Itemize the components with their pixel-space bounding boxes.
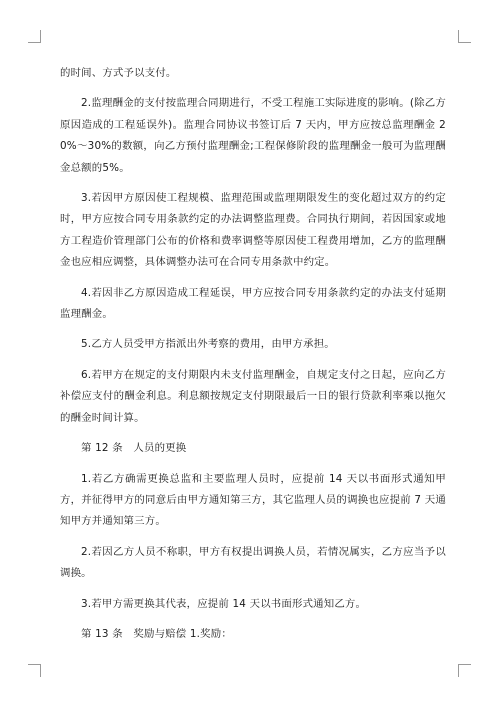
paragraph-continuation: 的时间、方式予以支付。 bbox=[60, 67, 177, 79]
paragraph-fee-adjustment: 3.若因甲方原因使工程规模、监理范围或监理期限发生的变化超过双方的约定时，甲方应按合同专用条款约定的办法调整监理费。合同执行期间，若因国家或地方工程造价管理部门公布的价格和费率调整等原因使工程费用增加，乙方的监理酬金也应相应调整，具体调整办法可在合同专用条款中约定。 bbox=[60, 192, 446, 269]
crop-mark-top-right bbox=[458, 30, 471, 43]
crop-mark-bottom-right bbox=[458, 664, 471, 677]
section-heading-article-13: 第 13 条 奖励与赔偿 1.奖励： bbox=[81, 627, 232, 640]
document-body bbox=[60, 63, 446, 654]
paragraph-staff-replacement: 1.若乙方确需更换总监和主要监理人员时，应提前 14 天以书面形式通知甲方，并征得甲方的同意后由甲方通知第三方，其它监理人员的调换也应提前 7 天通知甲方并通知第三方。 bbox=[60, 472, 446, 528]
crop-mark-top-left bbox=[28, 30, 41, 43]
section-heading-article-12: 第 12 条 人员的更换 bbox=[81, 442, 187, 455]
paragraph-travel-cost: 5.乙方人员受甲方指派出外考察的费用，由甲方承担。 bbox=[81, 338, 335, 351]
paragraph-unqualified-staff: 2.若因乙方人员不称职，甲方有权提出调换人员，若情况属实，乙方应当予以调换。 bbox=[60, 545, 446, 580]
paragraph-delay-fee: 4.若因非乙方原因造成工程延误，甲方应按合同专用条款约定的办法支付延期监理酬金。 bbox=[60, 286, 446, 321]
crop-mark-bottom-left bbox=[28, 664, 41, 677]
paragraph-late-payment-interest: 6.若甲方在规定的支付期限内未支付监理酬金，自规定支付之日起，应向乙方补偿应支付的酬金利息。利息额按规定支付期限最后一日的银行贷款利率乘以拖欠的酬金时间计算。 bbox=[60, 368, 446, 424]
paragraph-representative-change: 3.若甲方需更换其代表，应提前 14 天以书面形式通知乙方。 bbox=[81, 597, 367, 610]
paragraph-payment-schedule: 2.监理酬金的支付按监理合同期进行，不受工程施工实际进度的影响。(除乙方原因造成的工程延误外)。监理合同协议书签订后 7 天内，甲方应按总监理酬金 20%～30%的数额，向乙方预付监理酬金;工程保修阶段的监理酬金一般可为监理酬金总额的5%。 bbox=[60, 97, 446, 174]
